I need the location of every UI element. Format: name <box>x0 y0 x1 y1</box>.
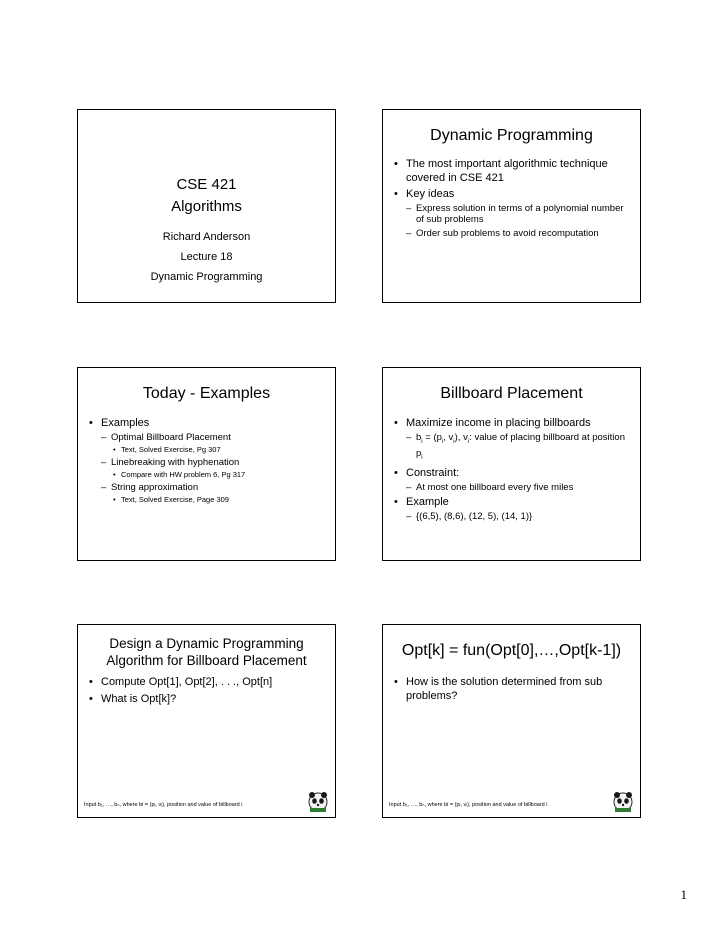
slide-heading <box>78 635 335 669</box>
slide-heading: Billboard Placement <box>440 385 583 402</box>
dash-icon: – <box>406 481 412 493</box>
sub-list <box>406 432 632 465</box>
bullet-list <box>87 417 327 508</box>
note-text: Text, Solved Exercise, Page 309 <box>121 495 229 504</box>
bullet-list <box>392 158 632 242</box>
bullet-list <box>392 417 632 525</box>
sub-list-item <box>406 432 632 465</box>
dash-icon: – <box>101 431 107 443</box>
sub-bullet-text: Linebreaking with hyphenation <box>111 456 240 468</box>
note-list <box>111 470 327 480</box>
sub-list-item <box>406 228 632 240</box>
page-number: 1 <box>680 887 687 902</box>
sub-bullet-text: String approximation <box>111 481 199 493</box>
sub-list-item <box>406 203 632 226</box>
sub-list-item <box>101 432 327 455</box>
dash-icon: – <box>101 481 107 493</box>
dash-icon: – <box>406 202 412 214</box>
sub-list-item <box>101 482 327 505</box>
bullet-icon: • <box>113 495 116 504</box>
note-list <box>111 445 327 455</box>
dash-icon: – <box>101 456 107 468</box>
sub-list-item <box>406 511 632 523</box>
subscript: i <box>453 438 455 445</box>
slide-billboard-placement <box>382 367 641 561</box>
list-item <box>87 417 327 505</box>
list-item <box>392 188 632 239</box>
definition-text: ), v <box>454 431 468 443</box>
course-subject: Algorithms <box>171 198 242 215</box>
dash-icon: – <box>406 431 412 443</box>
panda-mascot-icon <box>612 791 634 813</box>
bullet-text: Key ideas <box>406 188 455 200</box>
sub-list <box>101 432 327 505</box>
list-item <box>87 693 327 707</box>
sub-list-item <box>101 457 327 480</box>
bullet-text: Example <box>406 496 449 509</box>
list-item <box>87 676 327 690</box>
list-item <box>392 417 632 464</box>
note-item <box>111 445 327 455</box>
slide-footer: Input b₁, …, bₙ, where bi = (pᵢ, vᵢ), position and value of billboard i <box>389 802 548 808</box>
bullet-icon: • <box>394 417 398 429</box>
slide-dynamic-programming <box>382 109 641 303</box>
sub-bullet-text: {(6,5), (8,6), (12, 5), (14, 1)} <box>416 510 533 522</box>
bullet-text: Examples <box>101 417 150 429</box>
definition-text: = (p <box>422 431 442 443</box>
list-item <box>392 676 632 703</box>
subscript: i <box>421 454 423 461</box>
lecture-number: Lecture 18 <box>180 251 233 263</box>
bullet-text: What is Opt[k]? <box>101 692 177 705</box>
panda-mascot-icon <box>307 791 329 813</box>
sub-bullet-text: Optimal Billboard Placement <box>111 431 231 443</box>
slide-heading: Today - Examples <box>142 385 271 402</box>
bullet-icon: • <box>394 467 398 480</box>
slide-heading: Opt[k] = fun(Opt[0],…,Opt[k-1]) <box>401 642 622 659</box>
sub-list <box>406 511 632 523</box>
sub-list <box>406 203 632 240</box>
dash-icon: – <box>406 227 412 239</box>
slide-opt-k <box>382 624 641 818</box>
bullet-icon: • <box>113 470 116 479</box>
billboard-definition <box>416 432 625 459</box>
definition-text: , v <box>443 431 454 443</box>
sub-list <box>406 482 632 494</box>
bullet-icon: • <box>394 496 398 509</box>
list-item <box>392 158 632 185</box>
bullet-icon: • <box>394 188 398 200</box>
definition-text: : value of placing billboard at position p <box>416 431 625 459</box>
note-list <box>111 495 327 505</box>
sub-bullet-text: Express solution in terms of a polynomial number of sub problems <box>416 202 624 225</box>
note-text: Compare with HW problem 6, Pg 317 <box>121 470 246 479</box>
slide-footer: Input b₁, …, bₙ, where bi = (pᵢ, vᵢ), position and value of billboard i <box>84 802 243 808</box>
heading-line: Design a Dynamic Programming <box>109 636 304 651</box>
bullet-icon: • <box>394 676 398 688</box>
sub-bullet-text: At most one billboard every five miles <box>416 481 574 493</box>
subscript: i <box>421 438 423 445</box>
author-name: Richard Anderson <box>162 231 251 243</box>
slide-today-examples <box>77 367 336 561</box>
subscript: i <box>441 438 444 445</box>
bullet-icon: • <box>89 692 93 705</box>
slide-heading: Dynamic Programming <box>430 127 593 144</box>
bullet-list <box>392 676 632 706</box>
bullet-icon: • <box>89 417 93 429</box>
note-item <box>111 495 327 505</box>
heading-line: Algorithm for Billboard Placement <box>106 653 307 668</box>
bullet-icon: • <box>113 445 116 454</box>
list-item <box>392 467 632 493</box>
bullet-text: Maximize income in placing billboards <box>406 417 591 429</box>
subscript: i <box>467 438 470 445</box>
lecture-topic: Dynamic Programming <box>150 271 263 283</box>
list-item <box>392 496 632 522</box>
slide-title <box>77 109 336 303</box>
slide-design-dp-algorithm <box>77 624 336 818</box>
definition-text: b <box>416 431 422 443</box>
bullet-icon: • <box>394 158 398 170</box>
bullet-text: Compute Opt[1], Opt[2], . . ., Opt[n] <box>101 676 273 688</box>
sub-list-item <box>406 482 632 494</box>
bullet-list <box>87 676 327 709</box>
bullet-icon: • <box>89 676 93 688</box>
bullet-text: Constraint: <box>406 467 460 480</box>
bullet-text: How is the solution determined from sub problems? <box>406 676 603 702</box>
sub-bullet-text: Order sub problems to avoid recomputation <box>416 227 599 239</box>
bullet-text: The most important algorithmic technique covered in CSE 421 <box>406 158 608 184</box>
note-text: Text, Solved Exercise, Pg 307 <box>121 445 221 454</box>
dash-icon: – <box>406 510 412 522</box>
note-item <box>111 470 327 480</box>
course-code: CSE 421 <box>176 176 237 193</box>
